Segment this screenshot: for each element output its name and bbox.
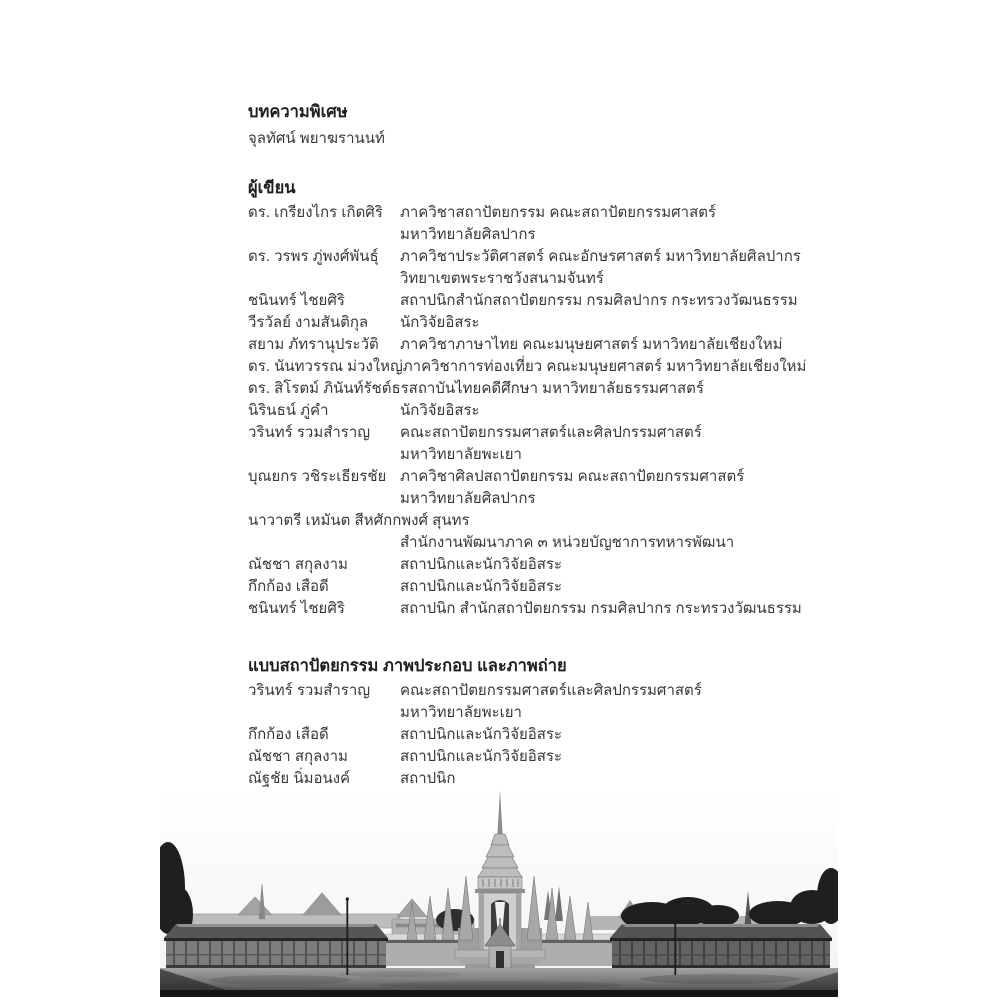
- contributor-affiliations: [400, 334, 828, 356]
- contributor-affiliations: [400, 290, 828, 312]
- contributor-affiliations: [400, 400, 828, 422]
- contributor-name: กึกก้อง เสือดี: [248, 726, 329, 743]
- contributor-row: [248, 334, 828, 356]
- contributor-name: วรินทร์ รวมสำราญ: [248, 682, 371, 699]
- contributor-affiliation: สถาปนิก: [400, 770, 456, 787]
- contributor-affiliation: มหาวิทยาลัยศิลปากร: [400, 490, 536, 507]
- contributor-name: ณัชชา สกุลงาม: [248, 748, 348, 765]
- entrance-door: [496, 951, 504, 968]
- credits-heading: แบบสถาปัตยกรรม ภาพประกอบ และภาพถ่าย: [248, 657, 567, 675]
- left-pavilion: [164, 924, 388, 969]
- contributor-affiliation: ภาควิชาศิลปสถาปัตยกรรม คณะสถาปัตยกรรมศาสตร์: [400, 468, 745, 485]
- contributor-affiliation: นักวิจัยอิสระ: [400, 402, 480, 419]
- crematorium-photo-illustration: [160, 788, 838, 997]
- contributor-affiliations: [400, 466, 828, 510]
- contributor-row: [248, 290, 828, 312]
- contributor-affiliations: [400, 768, 828, 790]
- contributor-name: ดร. เกรียงไกร เกิดศิริ: [248, 204, 383, 221]
- contributor-affiliations: [400, 422, 828, 466]
- contributor-name: บุณยกร วชิระเธียรชัย: [248, 468, 387, 485]
- contributor-name: ณัชชา สกุลงาม: [248, 556, 348, 573]
- contributor-row: [248, 312, 828, 334]
- contributor-affiliation: มหาวิทยาลัยศิลปากร: [400, 226, 536, 243]
- contributor-affiliation: ภาควิชาประวัติศาสตร์ คณะอักษรศาสตร์ มหาวิทยาลัยศิลปากร: [400, 248, 801, 265]
- contributor-name: ชนินทร์ ไชยศิริ: [248, 600, 345, 617]
- contributor-affiliations: [400, 312, 828, 334]
- contributor-name: กึกก้อง เสือดี: [248, 578, 329, 595]
- contributor-name: วีรวัลย์ งามสันติกุล: [248, 314, 369, 331]
- contributor-affiliation: ภาควิชาการท่องเที่ยว คณะมนุษยศาสตร์ มหาวิทยาลัยเชียงใหม่: [402, 358, 807, 375]
- contributor-row: [248, 724, 828, 746]
- crematorium-photo: [160, 788, 838, 997]
- contributor-row: [248, 554, 828, 576]
- spire-cornice: [475, 889, 525, 893]
- contributor-affiliations: [400, 246, 828, 290]
- contributor-row: [248, 466, 828, 510]
- contributor-affiliations: [400, 724, 828, 746]
- contributor-affiliation: มหาวิทยาลัยพะเยา: [400, 704, 522, 721]
- contributor-affiliation: มหาวิทยาลัยพะเยา: [400, 446, 522, 463]
- contributor-affiliations: [409, 378, 828, 400]
- contributor-affiliations: [400, 554, 828, 576]
- contributor-affiliation: สถาปนิกสำนักสถาปัตยกรรม กรมศิลปากร กระทรวงวัฒนธรรม: [400, 292, 798, 309]
- contributor-name: ดร. นันทวรรณ ม่วงใหญ่: [248, 358, 403, 375]
- contributor-affiliation: วิทยาเขตพระราชวังสนามจันทร์: [400, 270, 604, 287]
- contributor-affiliation: สถาบันไทยคดีศึกษา มหาวิทยาลัยธรรมศาสตร์: [408, 380, 704, 397]
- authors-list: [248, 202, 828, 620]
- contributor-row: [248, 576, 828, 598]
- contributor-row: [248, 356, 828, 378]
- contributor-name: นิรินธน์ ภู่คำ: [248, 402, 329, 419]
- contributor-name: ณัฐชัย นิ่มอนงค์: [248, 770, 351, 787]
- contributor-affiliation: ภาควิชาสถาปัตยกรรม คณะสถาปัตยกรรมศาสตร์: [400, 204, 717, 221]
- contributor-affiliation: สถาปนิก สำนักสถาปัตยกรรม กรมศิลปากร กระทรวงวัฒนธรรม: [400, 600, 802, 617]
- contributor-row: [248, 598, 828, 620]
- right-pavilion: [610, 924, 832, 969]
- contributor-row: [248, 400, 828, 422]
- contributor-row: [248, 246, 828, 290]
- contributor-affiliations: [400, 576, 828, 598]
- contributor-affiliation: สถาปนิกและนักวิจัยอิสระ: [400, 748, 563, 765]
- contributor-affiliation: คณะสถาปัตยกรรมศาสตร์และศิลปกรรมศาสตร์: [400, 424, 702, 441]
- special-article-author: จุลทัศน์ พยาฆรานนท์: [248, 130, 385, 147]
- contributor-name: ดร. วรพร ภู่พงศ์พันธุ์: [248, 248, 379, 265]
- contributor-name: ดร. สิโรตม์ ภินันท์รัชต์ธร: [248, 380, 409, 397]
- contributor-row: [248, 746, 828, 768]
- special-article-label: บทความพิเศษ: [248, 103, 348, 121]
- contributor-row: [248, 532, 828, 554]
- contributor-row: [248, 378, 828, 400]
- contributors-content: [248, 100, 828, 812]
- contributor-name: วรินทร์ รวมสำราญ: [248, 424, 371, 441]
- contributor-row: [248, 768, 828, 790]
- contributor-affiliation: นักวิจัยอิสระ: [400, 314, 480, 331]
- contributor-row: [248, 680, 828, 724]
- contributor-affiliations: [400, 746, 828, 768]
- contributor-name: นาวาตรี เหมันต สีหศักกพงศ์ สุนทร: [248, 512, 470, 529]
- authors-section: [248, 176, 828, 620]
- contributor-affiliations: [403, 356, 828, 378]
- photo-bottom-strip: [160, 990, 838, 997]
- contributor-affiliations: [400, 598, 828, 620]
- spire-neck-tier: [478, 877, 522, 889]
- contributor-name: สยาม ภัทรานุประวัติ: [248, 336, 379, 353]
- contributor-name: ชนินทร์ ไชยศิริ: [248, 292, 345, 309]
- contributor-affiliation: คณะสถาปัตยกรรมศาสตร์และศิลปกรรมศาสตร์: [400, 682, 702, 699]
- contributor-affiliation: สถาปนิกและนักวิจัยอิสระ: [400, 578, 563, 595]
- contributor-affiliation: สถาปนิกและนักวิจัยอิสระ: [400, 556, 563, 573]
- contributor-affiliations: [400, 680, 828, 724]
- authors-heading: ผู้เขียน: [248, 179, 296, 197]
- contributor-affiliation: สำนักงานพัฒนาภาค ๓ หน่วยบัญชาการทหารพัฒนา: [400, 534, 735, 551]
- contributor-row: [248, 510, 828, 532]
- contributor-affiliation: ภาควิชาภาษาไทย คณะมนุษยศาสตร์ มหาวิทยาลัยเชียงใหม่: [400, 336, 783, 353]
- contributor-affiliation: สถาปนิกและนักวิจัยอิสระ: [400, 726, 563, 743]
- contributor-affiliations: [400, 202, 828, 246]
- contributor-row: [248, 202, 828, 246]
- contributor-row: [248, 422, 828, 466]
